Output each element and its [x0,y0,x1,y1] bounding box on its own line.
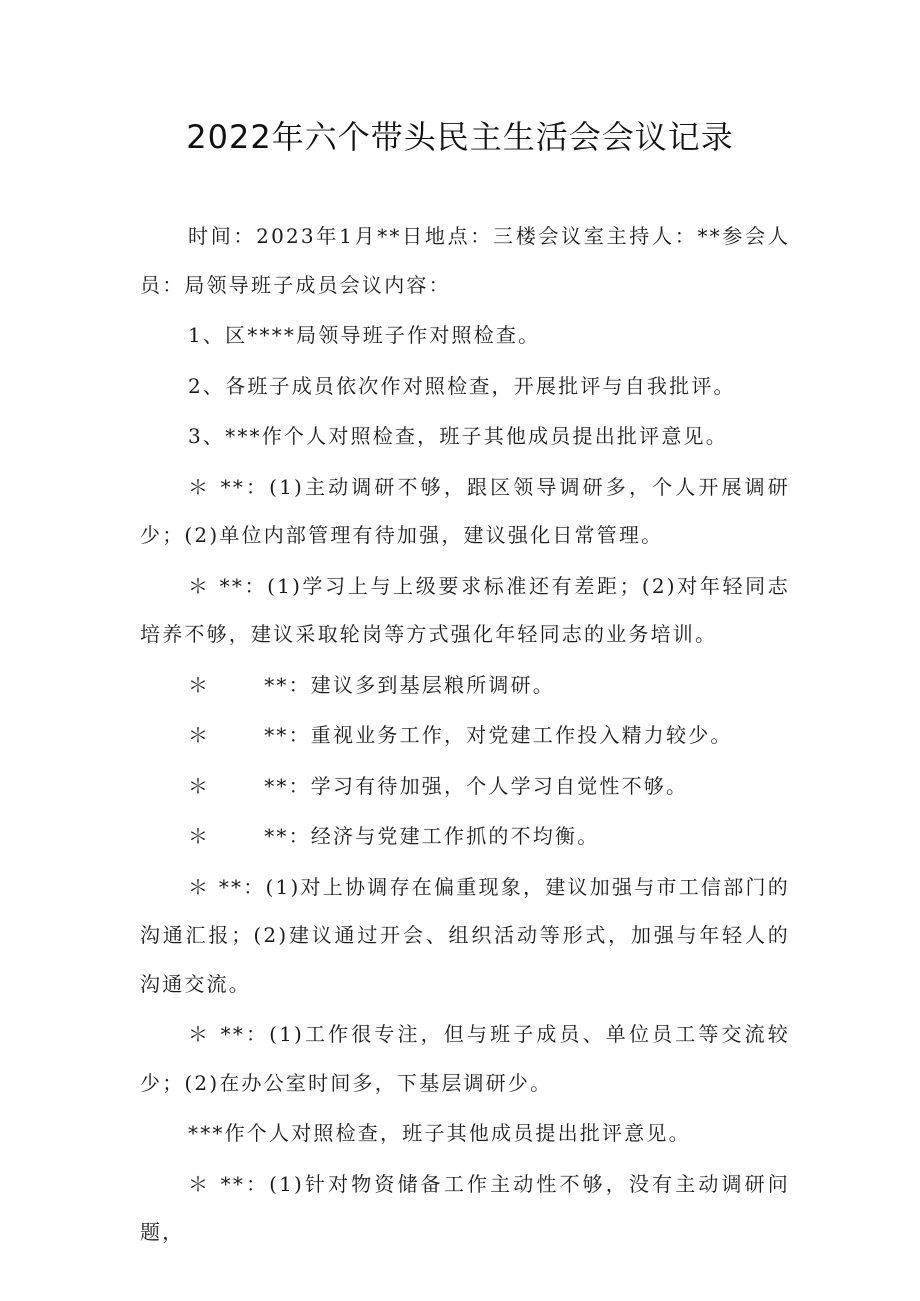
document-body [140,212,790,1259]
agenda-item-3: 3、***作个人对照检查，班子其他成员提出批评意见。 [188,424,728,448]
document-title: 2022年六个带头民主生活会会议记录 [186,118,734,156]
critique-paragraph-2: ＊ **：(1)学习上与上级要求标准还有差距；(2)对年轻同志培养不够，建议采取轮岗等方式强化年轻同志的业务培训。 [140,573,790,646]
agenda-item-4: ***作个人对照检查，班子其他成员提出批评意见。 [188,1121,691,1145]
agenda-item-1: 1、区****局领导班子作对照检查。 [188,323,541,347]
critique-text: **：学习有待加强，个人学习自觉性不够。 [264,773,689,798]
meeting-info-paragraph: 时间：2023年1月**日地点：三楼会议室主持人：**参会人员：局领导班子成员会议内容： [140,224,790,297]
critique-paragraph-5 [140,762,790,811]
critique-paragraph-4 [140,711,790,760]
agenda-item-2: 2、各班子成员依次作对照检查，开展批评与自我批评。 [188,373,736,398]
critique-paragraph-9: ＊ **：(1)针对物资储备工作主动性不够，没有主动调研问题， [140,1171,790,1244]
critique-bullet: ＊ [188,723,211,747]
critique-bullet: ＊ [188,824,211,848]
critique-text: **：重视业务工作，对党建工作投入精力较少。 [264,723,733,747]
critique-bullet: ＊ [188,773,211,798]
critique-bullet: ＊ [188,672,211,697]
critique-paragraph-6 [140,812,790,861]
critique-paragraph-3 [140,661,790,710]
critique-paragraph-1: ＊ **：(1)主动调研不够，跟区领导调研多，个人开展调研少；(2)单位内部管理有待加强，建议强化日常管理。 [140,474,790,547]
critique-paragraph-8: ＊ **：(1)工作很专注，但与班子成员、单位员工等交流较少；(2)在办公室时间多，下基层调研少。 [140,1022,790,1095]
critique-paragraph-7: ＊ **：(1)对上协调存在偏重现象，建议加强与市工信部门的沟通汇报；(2)建议通过开会、组织活动等形式，加强与年轻人的沟通交流。 [140,874,790,996]
critique-text: **：建议多到基层粮所调研。 [264,672,556,697]
critique-text: **：经济与党建工作抓的不均衡。 [264,824,600,848]
